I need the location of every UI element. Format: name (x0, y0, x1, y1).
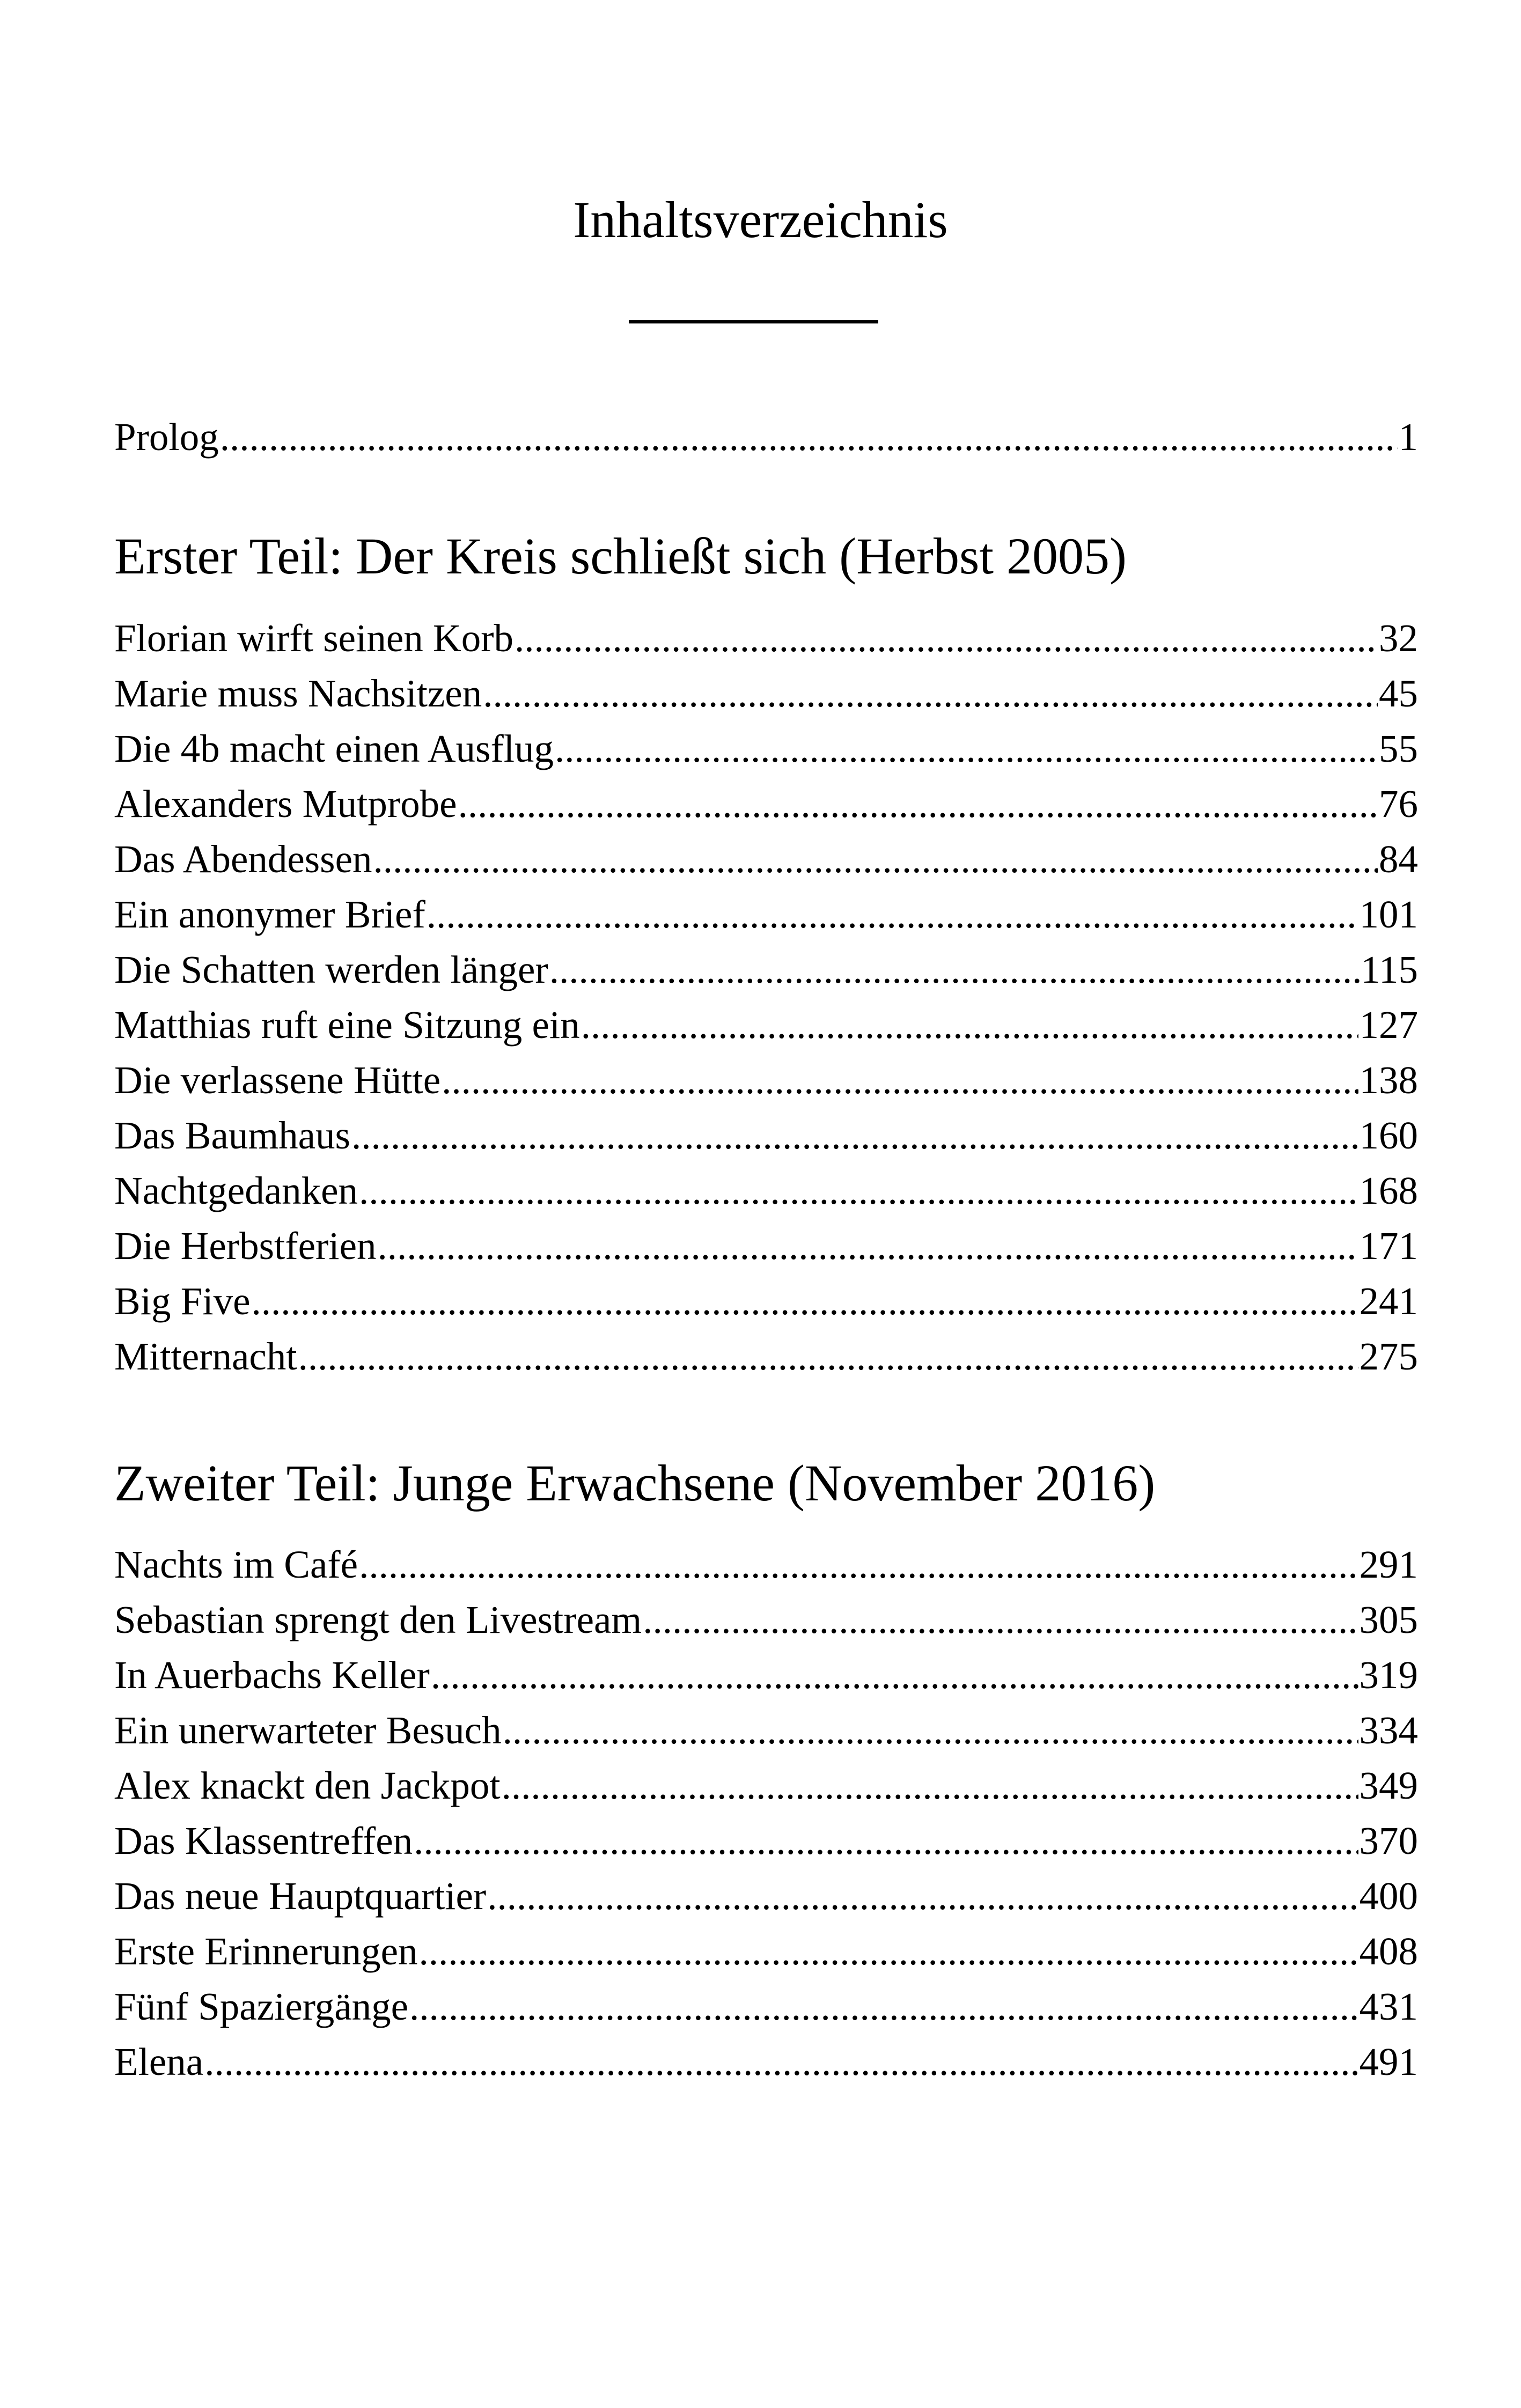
toc-entry[interactable] (114, 777, 1418, 831)
toc-entry[interactable] (114, 1275, 1418, 1328)
toc-entry[interactable] (114, 998, 1418, 1052)
dot-leader (351, 1109, 1358, 1162)
toc-entry-label: Matthias ruft eine Sitzung ein (114, 1003, 580, 1047)
toc-entry[interactable] (114, 888, 1418, 941)
dot-leader (458, 777, 1378, 831)
toc-entry-label: Big Five (114, 1279, 251, 1323)
toc-entry[interactable] (114, 943, 1418, 997)
toc-entry-label: Die Herbstferien (114, 1224, 377, 1268)
toc-entry-label: Ein unerwarteter Besuch (114, 1709, 502, 1752)
toc-entry[interactable] (114, 1925, 1418, 1978)
toc-entry-page-number: 160 (1359, 1114, 1418, 1157)
toc-entry-page-number: 408 (1359, 1930, 1418, 1973)
toc-entry-page-number: 32 (1379, 616, 1418, 660)
toc-entry[interactable] (114, 1704, 1418, 1757)
toc-entry-label: Nachts im Café (114, 1543, 358, 1586)
toc-entry-label: Das neue Hauptquartier (114, 1874, 487, 1918)
toc-entry[interactable] (114, 833, 1418, 886)
toc-entry-page-number: 115 (1361, 948, 1418, 991)
dot-leader (204, 2035, 1358, 2089)
toc-entry[interactable] (114, 1164, 1418, 1218)
toc-entry[interactable] (114, 1219, 1418, 1273)
dot-leader (483, 667, 1378, 720)
toc-entry-label: Die Schatten werden länger (114, 948, 548, 991)
toc-entry[interactable] (114, 1759, 1418, 1813)
toc-entry-page-number: 45 (1379, 672, 1418, 715)
toc-entry-label: Marie muss Nachsitzen (114, 672, 482, 715)
toc-entry-page-number: 370 (1359, 1819, 1418, 1862)
toc-entry-page-number: 1 (1398, 415, 1418, 459)
toc-entry-page-number: 305 (1359, 1598, 1418, 1641)
toc-entry-label: Alexanders Mutprobe (114, 782, 457, 826)
dot-leader (502, 1759, 1358, 1813)
dot-leader (643, 1593, 1358, 1647)
toc-entry[interactable] (114, 1648, 1418, 1702)
dot-leader (220, 410, 1398, 464)
toc-entry-page-number: 101 (1359, 893, 1418, 936)
toc-entry-label: Das Baumhaus (114, 1114, 350, 1157)
dot-leader (298, 1330, 1358, 1383)
toc-entry-label: Erste Erinnerungen (114, 1930, 418, 1973)
toc-entry-label: Elena (114, 2040, 204, 2083)
dot-leader (377, 1219, 1358, 1273)
toc-entry[interactable] (114, 722, 1418, 776)
dot-leader (515, 612, 1378, 665)
toc-entry-label: Die 4b macht einen Ausflug (114, 727, 554, 770)
part-heading-2: Zweiter Teil: Junge Erwachsene (November 2016) (114, 1454, 1156, 1512)
toc-entry-label: Ein anonymer Brief (114, 893, 425, 936)
toc-entry[interactable] (114, 1109, 1418, 1162)
toc-entry-page-number: 319 (1359, 1653, 1418, 1697)
toc-entry-label: Mitternacht (114, 1335, 297, 1378)
toc-entry-page-number: 275 (1359, 1335, 1418, 1378)
toc-entry[interactable] (114, 667, 1418, 720)
toc-entry-label: Prolog (114, 415, 219, 459)
dot-leader (487, 1869, 1358, 1923)
toc-entry-page-number: 431 (1359, 1985, 1418, 2028)
dot-leader (427, 888, 1358, 941)
toc-entry[interactable] (114, 612, 1418, 665)
toc-entry-label: Die verlassene Hütte (114, 1058, 441, 1102)
toc-entry-page-number: 334 (1359, 1709, 1418, 1752)
dot-leader (503, 1704, 1358, 1757)
toc-entry-prolog[interactable] (114, 410, 1418, 464)
toc-entry-page-number: 400 (1359, 1874, 1418, 1918)
toc-entry-page-number: 76 (1379, 782, 1418, 826)
toc-entry[interactable] (114, 1330, 1418, 1383)
dot-leader (442, 1054, 1358, 1107)
toc-entry-label: Sebastian sprengt den Livestream (114, 1598, 642, 1641)
toc-entry-page-number: 241 (1359, 1279, 1418, 1323)
toc-entry[interactable] (114, 1538, 1418, 1592)
toc-entry[interactable] (114, 2035, 1418, 2089)
toc-entry-page-number: 291 (1359, 1543, 1418, 1586)
page-title: Inhaltsverzeichnis (573, 191, 948, 248)
toc-entry-page-number: 127 (1359, 1003, 1418, 1047)
dot-leader (549, 943, 1360, 997)
toc-entry-page-number: 171 (1359, 1224, 1418, 1268)
toc-entry[interactable] (114, 1980, 1418, 2034)
toc-entry-label: Das Klassentreffen (114, 1819, 413, 1862)
dot-leader (359, 1164, 1358, 1218)
toc-entry[interactable] (114, 1593, 1418, 1647)
toc-entry-label: Das Abendessen (114, 837, 372, 881)
dot-leader (373, 833, 1378, 886)
toc-entry-page-number: 168 (1359, 1169, 1418, 1212)
toc-entry-label: Alex knackt den Jackpot (114, 1764, 501, 1807)
toc-entry-label: Florian wirft seinen Korb (114, 616, 514, 660)
toc-entry[interactable] (114, 1054, 1418, 1107)
toc-entry-page-number: 349 (1359, 1764, 1418, 1807)
part-heading-1: Erster Teil: Der Kreis schließt sich (Herbst 2005) (114, 527, 1127, 585)
toc-entry-label: In Auerbachs Keller (114, 1653, 430, 1697)
dot-leader (419, 1925, 1358, 1978)
dot-leader (581, 998, 1358, 1052)
title-underline-rule (629, 320, 878, 323)
dot-leader (414, 1814, 1358, 1868)
toc-entry-label: Nachtgedanken (114, 1169, 358, 1212)
toc-entry-page-number: 491 (1359, 2040, 1418, 2083)
toc-entry[interactable] (114, 1814, 1418, 1868)
dot-leader (359, 1538, 1358, 1592)
dot-leader (252, 1275, 1358, 1328)
toc-entry-page-number: 55 (1379, 727, 1418, 770)
toc-entry[interactable] (114, 1869, 1418, 1923)
toc-entry-label: Fünf Spaziergänge (114, 1985, 409, 2028)
dot-leader (431, 1648, 1358, 1702)
dot-leader (555, 722, 1378, 776)
dot-leader (409, 1980, 1358, 2034)
toc-entry-page-number: 84 (1379, 837, 1418, 881)
toc-entry-page-number: 138 (1359, 1058, 1418, 1102)
